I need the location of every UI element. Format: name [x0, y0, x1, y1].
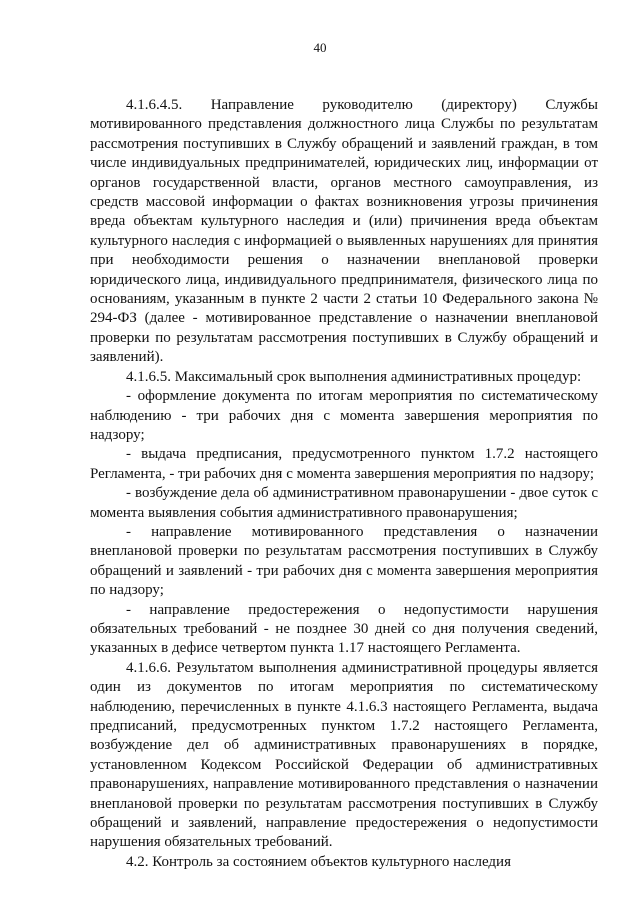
page-number: 40	[313, 40, 327, 55]
list-item: - оформление документа по итогам мероприятия по систематическому наблюдению - три рабочих дня с момента завершения мероприятия по надзору;	[90, 388, 598, 443]
document-body	[90, 96, 598, 872]
list-item: - направление предостережения о недопустимости нарушения обязательных требований - не позднее 30 дней со дня получения сведений, указанных в дефисе четвертом пункта 1.17 настоящего Регламента.	[90, 601, 598, 657]
list-item: - возбуждение дела об административном правонарушении - двое суток с момента выявления события административного правонарушения;	[90, 485, 598, 521]
list-item: - выдача предписания, предусмотренного пунктом 1.7.2 настоящего Регламента, - три рабочих дня с момента завершения мероприятия по надзору;	[90, 446, 598, 482]
paragraph-4-2: 4.2. Контроль за состоянием объектов культурного наследия	[126, 853, 511, 870]
paragraph-4-1-6-4-5: 4.1.6.4.5. Направление руководителю (директору) Службы мотивированного представления должностного лица Службы по результатам рассмотрения поступивших в Службу обращений и заявлений граждан, в том числе индивидуальных предпринимателей, юридических лиц, информации от органов государственной власти, органов местного самоуправления, из средств массовой информации о фактах возникновения угрозы причинения вреда объектам культурного наследия и (или) причинения вреда объектам культурного наследия с информацией о выявленных нарушениях для принятия при необходимости решения о назначении внеплановой проверки юридического лица, индивидуального предпринимателя, физического лица по основаниям, указанным в пункте 2 части 2 статьи 10 Федерального закона № 294-ФЗ (далее - мотивированное представление о назначении внеплановой проверки по результатам рассмотрения поступивших в Службу обращений и заявлений).	[90, 97, 598, 366]
paragraph-4-1-6-6: 4.1.6.6. Результатом выполнения административной процедуры является один из документов по итогам мероприятия по систематическому наблюдению, перечисленных в пункте 4.1.6.3 настоящего Регламента, выдача предписаний, предусмотренных пунктом 1.7.2 настоящего Регламента, возбуждение дел об административных правонарушениях в порядке, установленном Кодексом Российской Федерации об административных правонарушениях, направление мотивированного представления о назначении внеплановой проверки по результатам рассмотрения поступивших в Службу обращений и заявлений, направление предостережения о недопустимости нарушения обязательных требований.	[90, 659, 598, 851]
list-item: - направление мотивированного представления о назначении внеплановой проверки по результатам рассмотрения поступивших в Службу обращений и заявлений - три рабочих дня с момента завершения мероприятия по надзору;	[90, 523, 598, 599]
paragraph-4-1-6-5: 4.1.6.5. Максимальный срок выполнения административных процедур:	[126, 368, 582, 385]
